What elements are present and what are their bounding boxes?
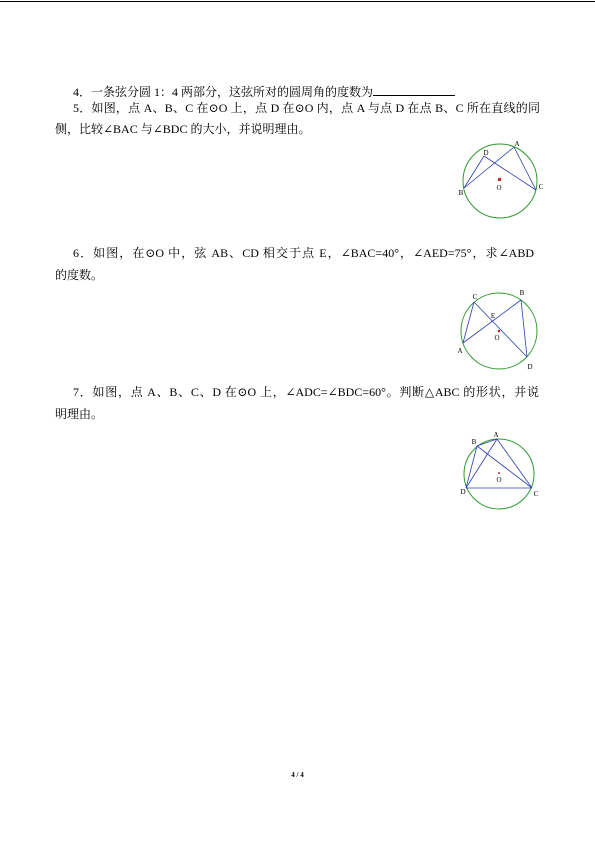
- segment-ac: [497, 439, 532, 488]
- label-o: O: [496, 476, 502, 484]
- center-point: [498, 330, 501, 333]
- label-b: B: [458, 189, 464, 197]
- label-o: O: [494, 334, 500, 342]
- label-d: D: [527, 363, 533, 371]
- question-6-line-1: 6．如图，在⊙O 中，弦 AB、CD 相交于点 E，∠BAC=40°，∠AED=75°，求∠ABD: [73, 246, 534, 260]
- figure-question-6: [452, 286, 544, 376]
- label-c: C: [472, 293, 478, 301]
- top-rule: [0, 1, 595, 2]
- label-c: C: [538, 183, 544, 191]
- center-point: [498, 472, 500, 474]
- segment-da: [466, 439, 497, 488]
- segment-bd: [521, 300, 527, 357]
- label-b: B: [471, 438, 477, 446]
- center-point: [498, 178, 501, 181]
- figure-question-5: [455, 137, 547, 225]
- question-7-line-1: 7．如图，点 A、B、C、D 在⊙O 上，∠ADC=∠BDC=60°。判断△ABC 的形状，并说: [73, 385, 539, 399]
- segment-bd: [464, 156, 484, 188]
- question-5-line-1: 5．如图，点 A、B、C 在⊙O 上，点 D 在⊙O 内，点 A 与点 D 在点 B、C 所在直线的同: [73, 101, 540, 115]
- question-7-line-2: 明理由。: [55, 407, 104, 421]
- label-a: A: [493, 431, 499, 439]
- label-a: A: [514, 140, 520, 148]
- segment-ba: [464, 147, 514, 188]
- figure-question-7: [455, 430, 545, 514]
- label-a: A: [457, 347, 463, 355]
- chord-ab: [463, 300, 521, 343]
- label-d: D: [483, 149, 489, 157]
- question-4-text: 4．一条弦分圆 1：4 两部分，这弦所对的圆周角的度数为: [73, 85, 374, 99]
- chord-cd: [474, 302, 527, 357]
- segment-ab: [477, 439, 497, 446]
- label-b: B: [519, 289, 525, 297]
- question-5-line-2: 侧，比较∠BAC 与∠BDC 的大小，并说明理由。: [55, 122, 311, 136]
- question-6-line-2: 的度数。: [55, 268, 104, 282]
- label-e: E: [490, 312, 496, 320]
- label-c: C: [533, 490, 539, 498]
- page-number: 4 / 4: [291, 771, 304, 779]
- answer-blank: [373, 84, 455, 96]
- question-4: [73, 84, 455, 99]
- label-o: O: [496, 184, 502, 192]
- segment-dc: [484, 156, 536, 190]
- label-d: D: [460, 488, 466, 496]
- segment-bc: [477, 446, 532, 488]
